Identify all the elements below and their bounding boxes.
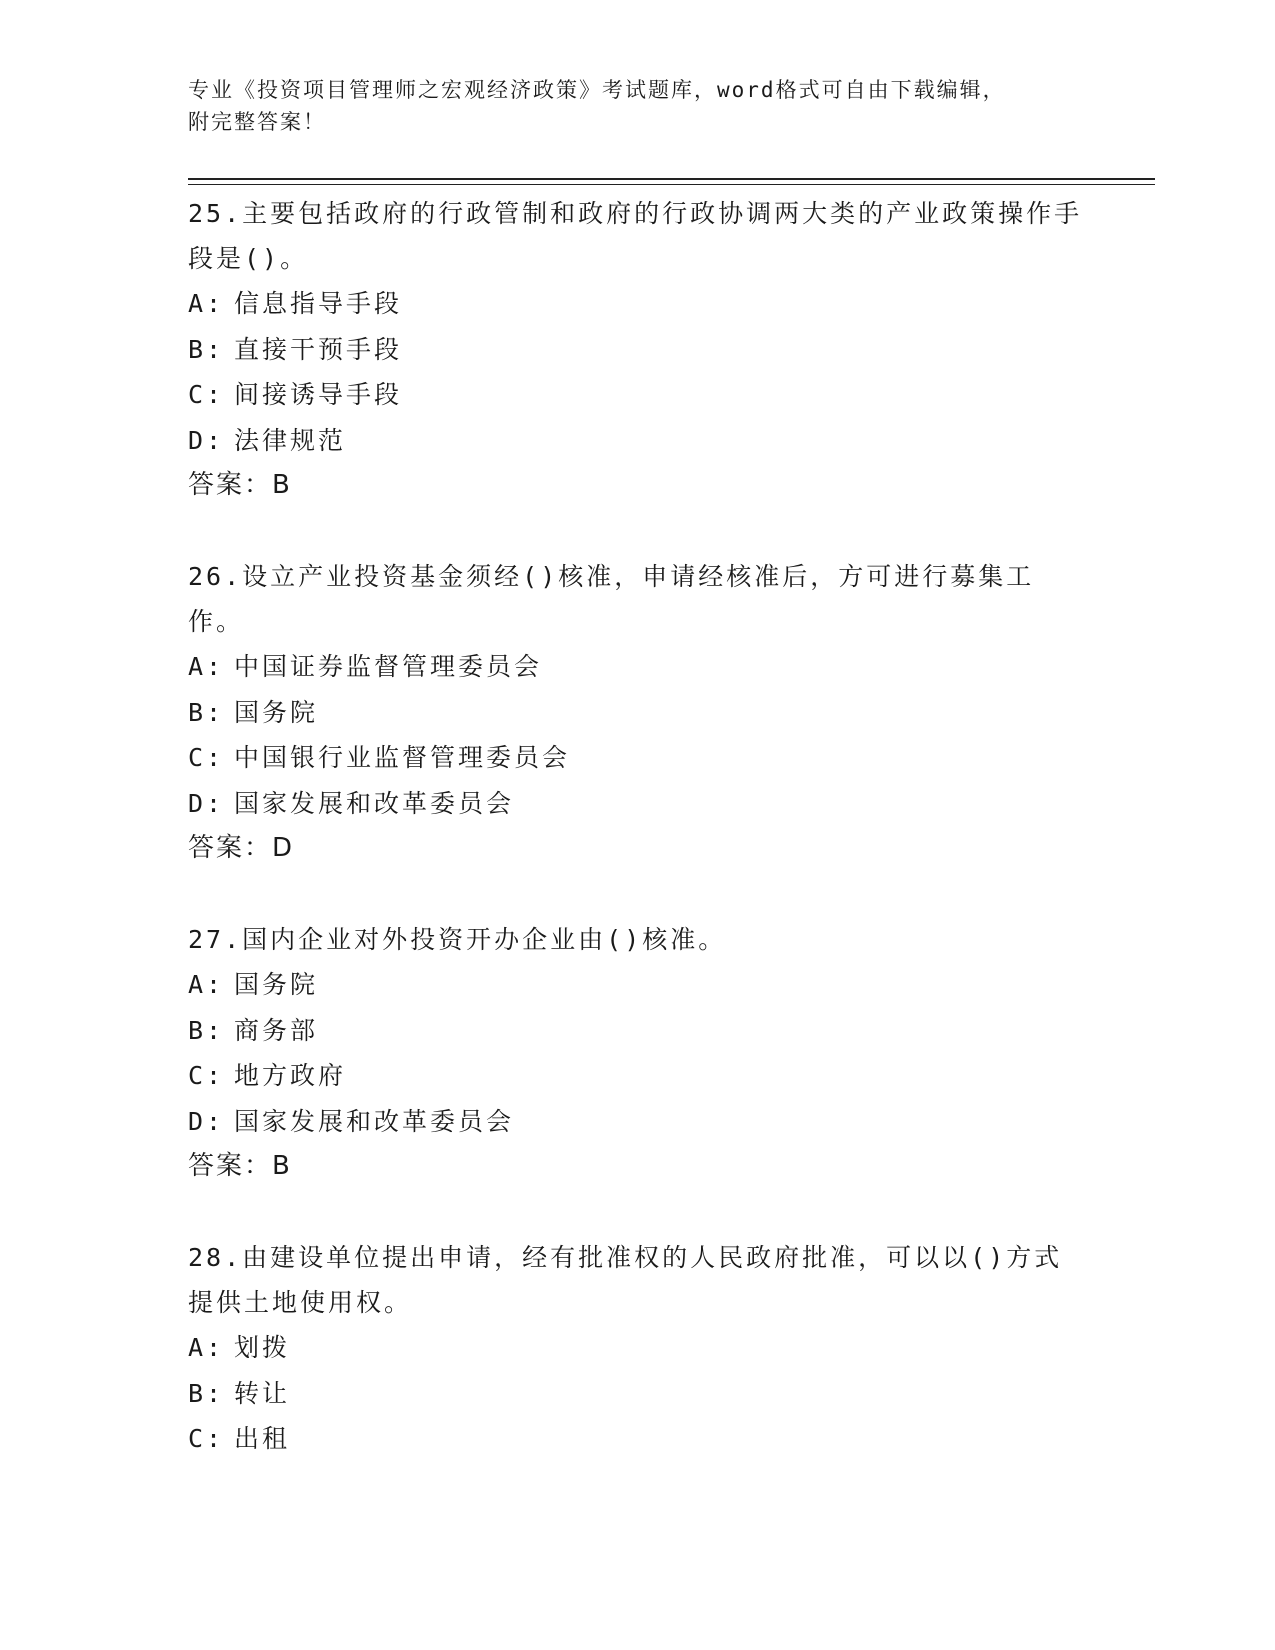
answer-line: 答案：B — [188, 470, 292, 500]
option-d — [188, 781, 1088, 827]
option-letter: C: — [188, 1424, 225, 1453]
option-letter: B: — [188, 334, 225, 364]
option-d — [188, 418, 1088, 464]
answer-line: 答案：B — [188, 1151, 292, 1181]
option-c — [188, 735, 1088, 781]
header-divider-thick — [188, 178, 1155, 180]
option-letter: C: — [188, 1061, 225, 1090]
header-divider-thin — [188, 184, 1155, 185]
option-a — [188, 1325, 1088, 1371]
header-intro-line-2: 附完整答案！ — [188, 110, 326, 134]
question-stem: 25.主要包括政府的行政管制和政府的行政协调两大类的产业政策操作手段是()。 — [188, 199, 1083, 273]
option-letter: C: — [188, 380, 225, 409]
option-letter: B: — [188, 697, 225, 727]
option-letter: C: — [188, 743, 225, 772]
option-letter: A: — [188, 970, 225, 999]
option-text: 划拨 — [234, 1333, 291, 1362]
option-text: 直接干预手段 — [234, 334, 403, 364]
option-text: 国务院 — [234, 970, 319, 999]
option-letter: B: — [188, 1378, 225, 1408]
option-b — [188, 327, 1088, 373]
option-text: 国家发展和改革委员会 — [234, 1106, 515, 1136]
document-header — [188, 74, 1088, 138]
option-c — [188, 372, 1088, 418]
question-28 — [188, 1235, 1088, 1462]
option-a — [188, 962, 1088, 1008]
option-letter: A: — [188, 289, 225, 318]
question-stem: 28.由建设单位提出申请，经有批准权的人民政府批准，可以以()方式提供土地使用权。 — [188, 1243, 1063, 1317]
option-a — [188, 281, 1088, 327]
option-text: 地方政府 — [234, 1061, 347, 1090]
question-25 — [188, 191, 1088, 508]
option-text: 商务部 — [234, 1015, 319, 1045]
question-list — [188, 191, 1088, 1508]
option-letter: D: — [188, 788, 225, 818]
option-text: 中国银行业监督管理委员会 — [234, 743, 571, 772]
question-27 — [188, 917, 1088, 1189]
option-b — [188, 1008, 1088, 1054]
option-text: 法律规范 — [234, 425, 347, 455]
option-c — [188, 1053, 1088, 1099]
option-c — [188, 1416, 1088, 1462]
option-text: 间接诱导手段 — [234, 380, 403, 409]
question-stem: 27.国内企业对外投资开办企业由()核准。 — [188, 925, 727, 954]
option-text: 中国证券监督管理委员会 — [234, 652, 543, 681]
option-letter: A: — [188, 652, 225, 681]
header-intro-line-1: 专业《投资项目管理师之宏观经济政策》考试题库，word格式可自由下载编辑， — [188, 78, 1006, 102]
option-letter: B: — [188, 1015, 225, 1045]
option-text: 转让 — [234, 1378, 291, 1408]
option-text: 出租 — [234, 1424, 291, 1453]
option-letter: A: — [188, 1333, 225, 1362]
option-text: 国务院 — [234, 697, 319, 727]
option-text: 国家发展和改革委员会 — [234, 788, 515, 818]
option-d — [188, 1099, 1088, 1145]
question-stem: 26.设立产业投资基金须经()核准，申请经核准后，方可进行募集工作。 — [188, 562, 1035, 636]
option-text: 信息指导手段 — [234, 289, 403, 318]
option-letter: D: — [188, 425, 225, 455]
question-26 — [188, 554, 1088, 871]
option-b — [188, 1371, 1088, 1417]
option-a — [188, 644, 1088, 690]
answer-line: 答案：D — [188, 833, 295, 863]
option-b — [188, 690, 1088, 736]
option-letter: D: — [188, 1106, 225, 1136]
